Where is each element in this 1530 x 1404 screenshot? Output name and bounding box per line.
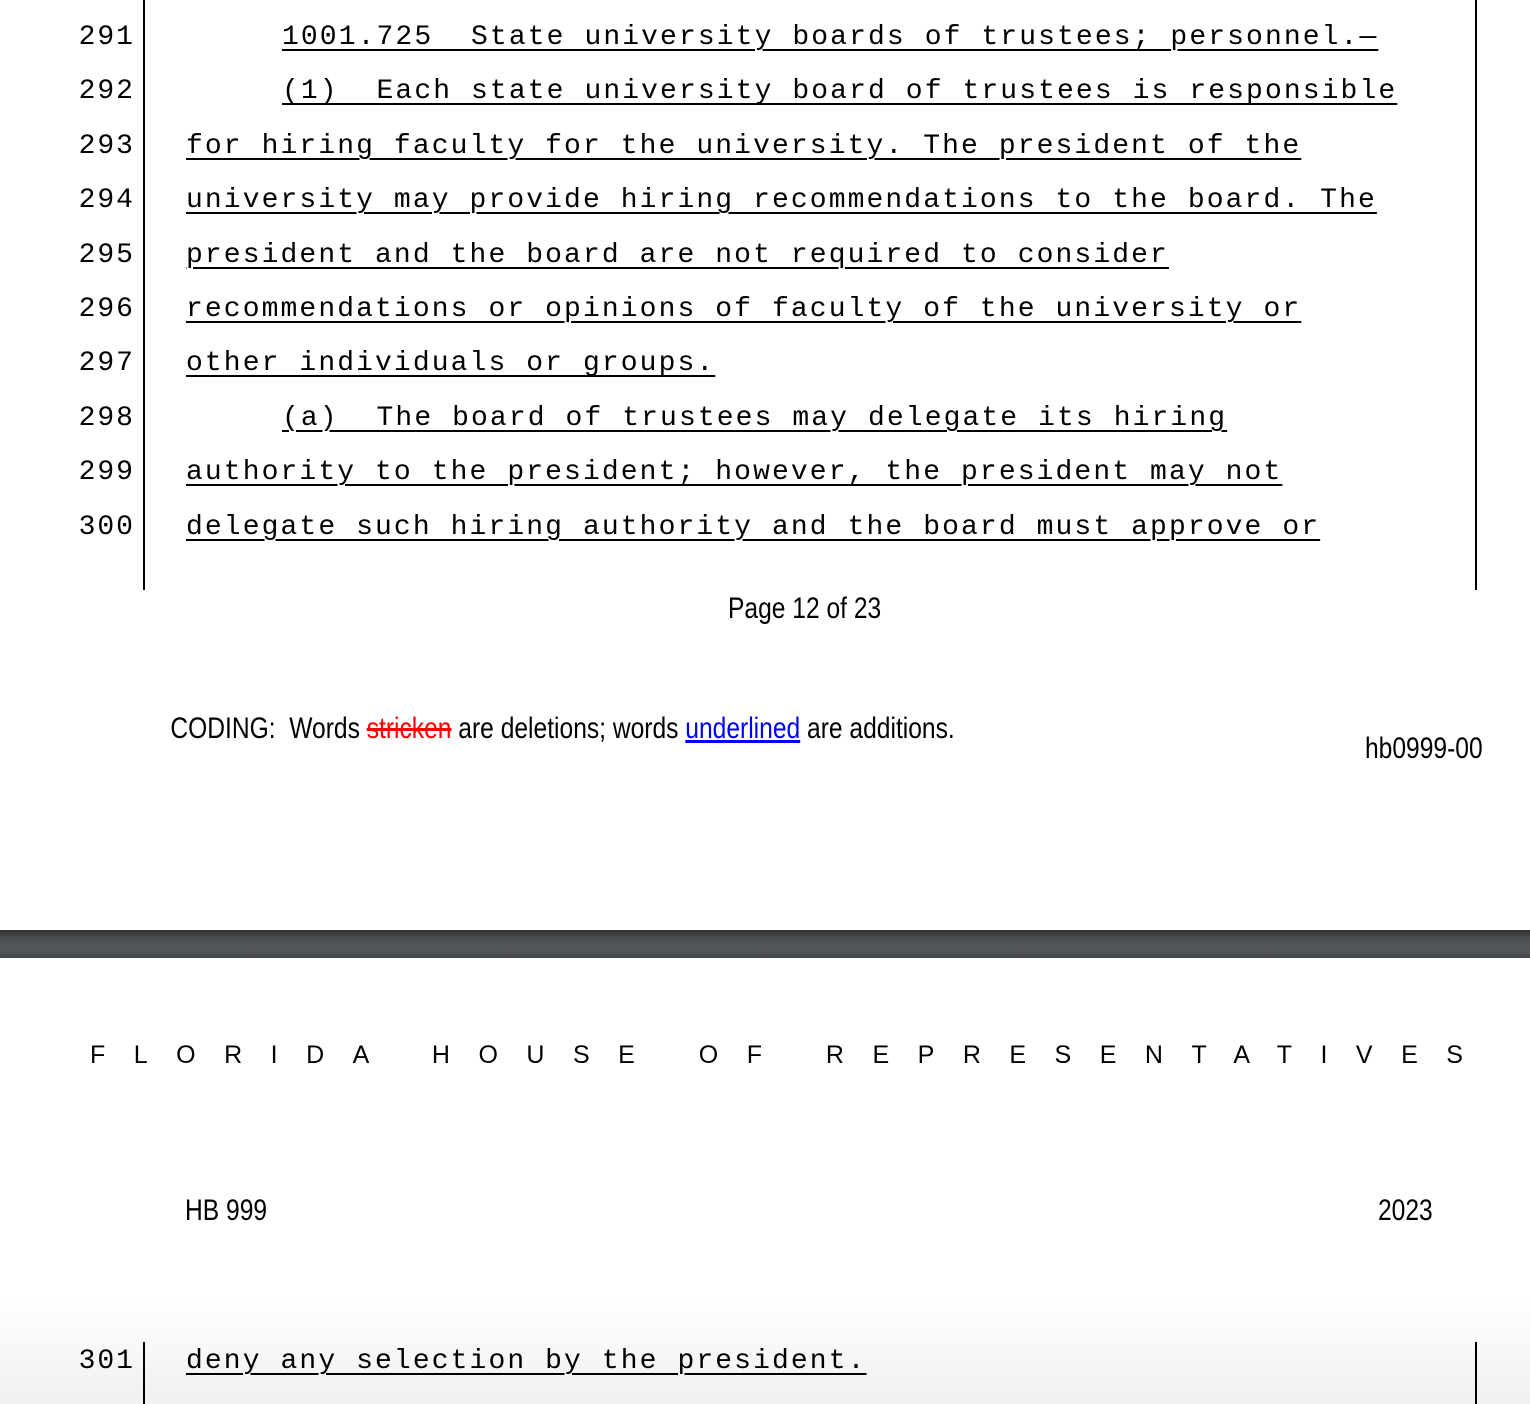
bill-text-line: recommendations or opinions of faculty of the university or bbox=[186, 294, 1302, 325]
bill-text-line: delegate such hiring authority and the board must approve or bbox=[186, 511, 1321, 543]
document-id: hb0999-00 bbox=[1365, 732, 1483, 765]
bill-text-line: university may provide hiring recommendations to the board. The bbox=[186, 185, 1377, 217]
coding-suffix: are additions. bbox=[800, 712, 955, 745]
header-title: FLORIDA HOUSE OF REPRESENTATIVES bbox=[90, 1041, 1492, 1069]
line-number: 295 bbox=[78, 239, 135, 271]
bill-text-line: authority to the president; however, the president may not bbox=[186, 457, 1283, 489]
line-number: 292 bbox=[78, 76, 135, 108]
line-number: 297 bbox=[78, 348, 135, 380]
right-margin-rule bbox=[1475, 1342, 1477, 1404]
coding-middle: are deletions; words bbox=[451, 712, 686, 745]
left-margin-rule bbox=[143, 0, 145, 590]
line-number: 298 bbox=[78, 402, 135, 434]
page-separator bbox=[0, 930, 1530, 958]
line-number: 296 bbox=[78, 294, 135, 325]
bill-text-line: other individuals or groups. bbox=[186, 348, 716, 380]
page-number: Page 12 of 23 bbox=[728, 592, 882, 625]
right-margin-rule bbox=[1475, 0, 1477, 590]
line-number: 299 bbox=[78, 457, 135, 489]
bill-text-line: president and the board are not required to consider bbox=[186, 239, 1169, 271]
bill-text-line: 1001.725 State university boards of trustees; personnel.— bbox=[282, 22, 1379, 53]
line-number: 291 bbox=[78, 22, 135, 53]
left-margin-rule bbox=[143, 1342, 145, 1404]
coding-legend bbox=[143, 678, 955, 780]
bill-number: HB 999 bbox=[185, 1194, 268, 1227]
bill-year: 2023 bbox=[1378, 1194, 1433, 1227]
bill-text-line: for hiring faculty for the university. The president of the bbox=[186, 130, 1302, 162]
bill-text-line: (1) Each state university board of trustees is responsible bbox=[282, 76, 1398, 108]
line-number: 301 bbox=[78, 1346, 135, 1377]
line-number: 294 bbox=[78, 185, 135, 217]
coding-underlined: underlined bbox=[685, 712, 801, 745]
coding-prefix: CODING: Words bbox=[170, 712, 367, 745]
line-number: 293 bbox=[78, 130, 135, 162]
coding-stricken: stricken bbox=[366, 712, 452, 745]
line-number: 300 bbox=[78, 511, 135, 543]
bill-text-line: (a) The board of trustees may delegate its hiring bbox=[282, 402, 1228, 434]
bill-text-line: deny any selection by the president. bbox=[186, 1346, 867, 1377]
